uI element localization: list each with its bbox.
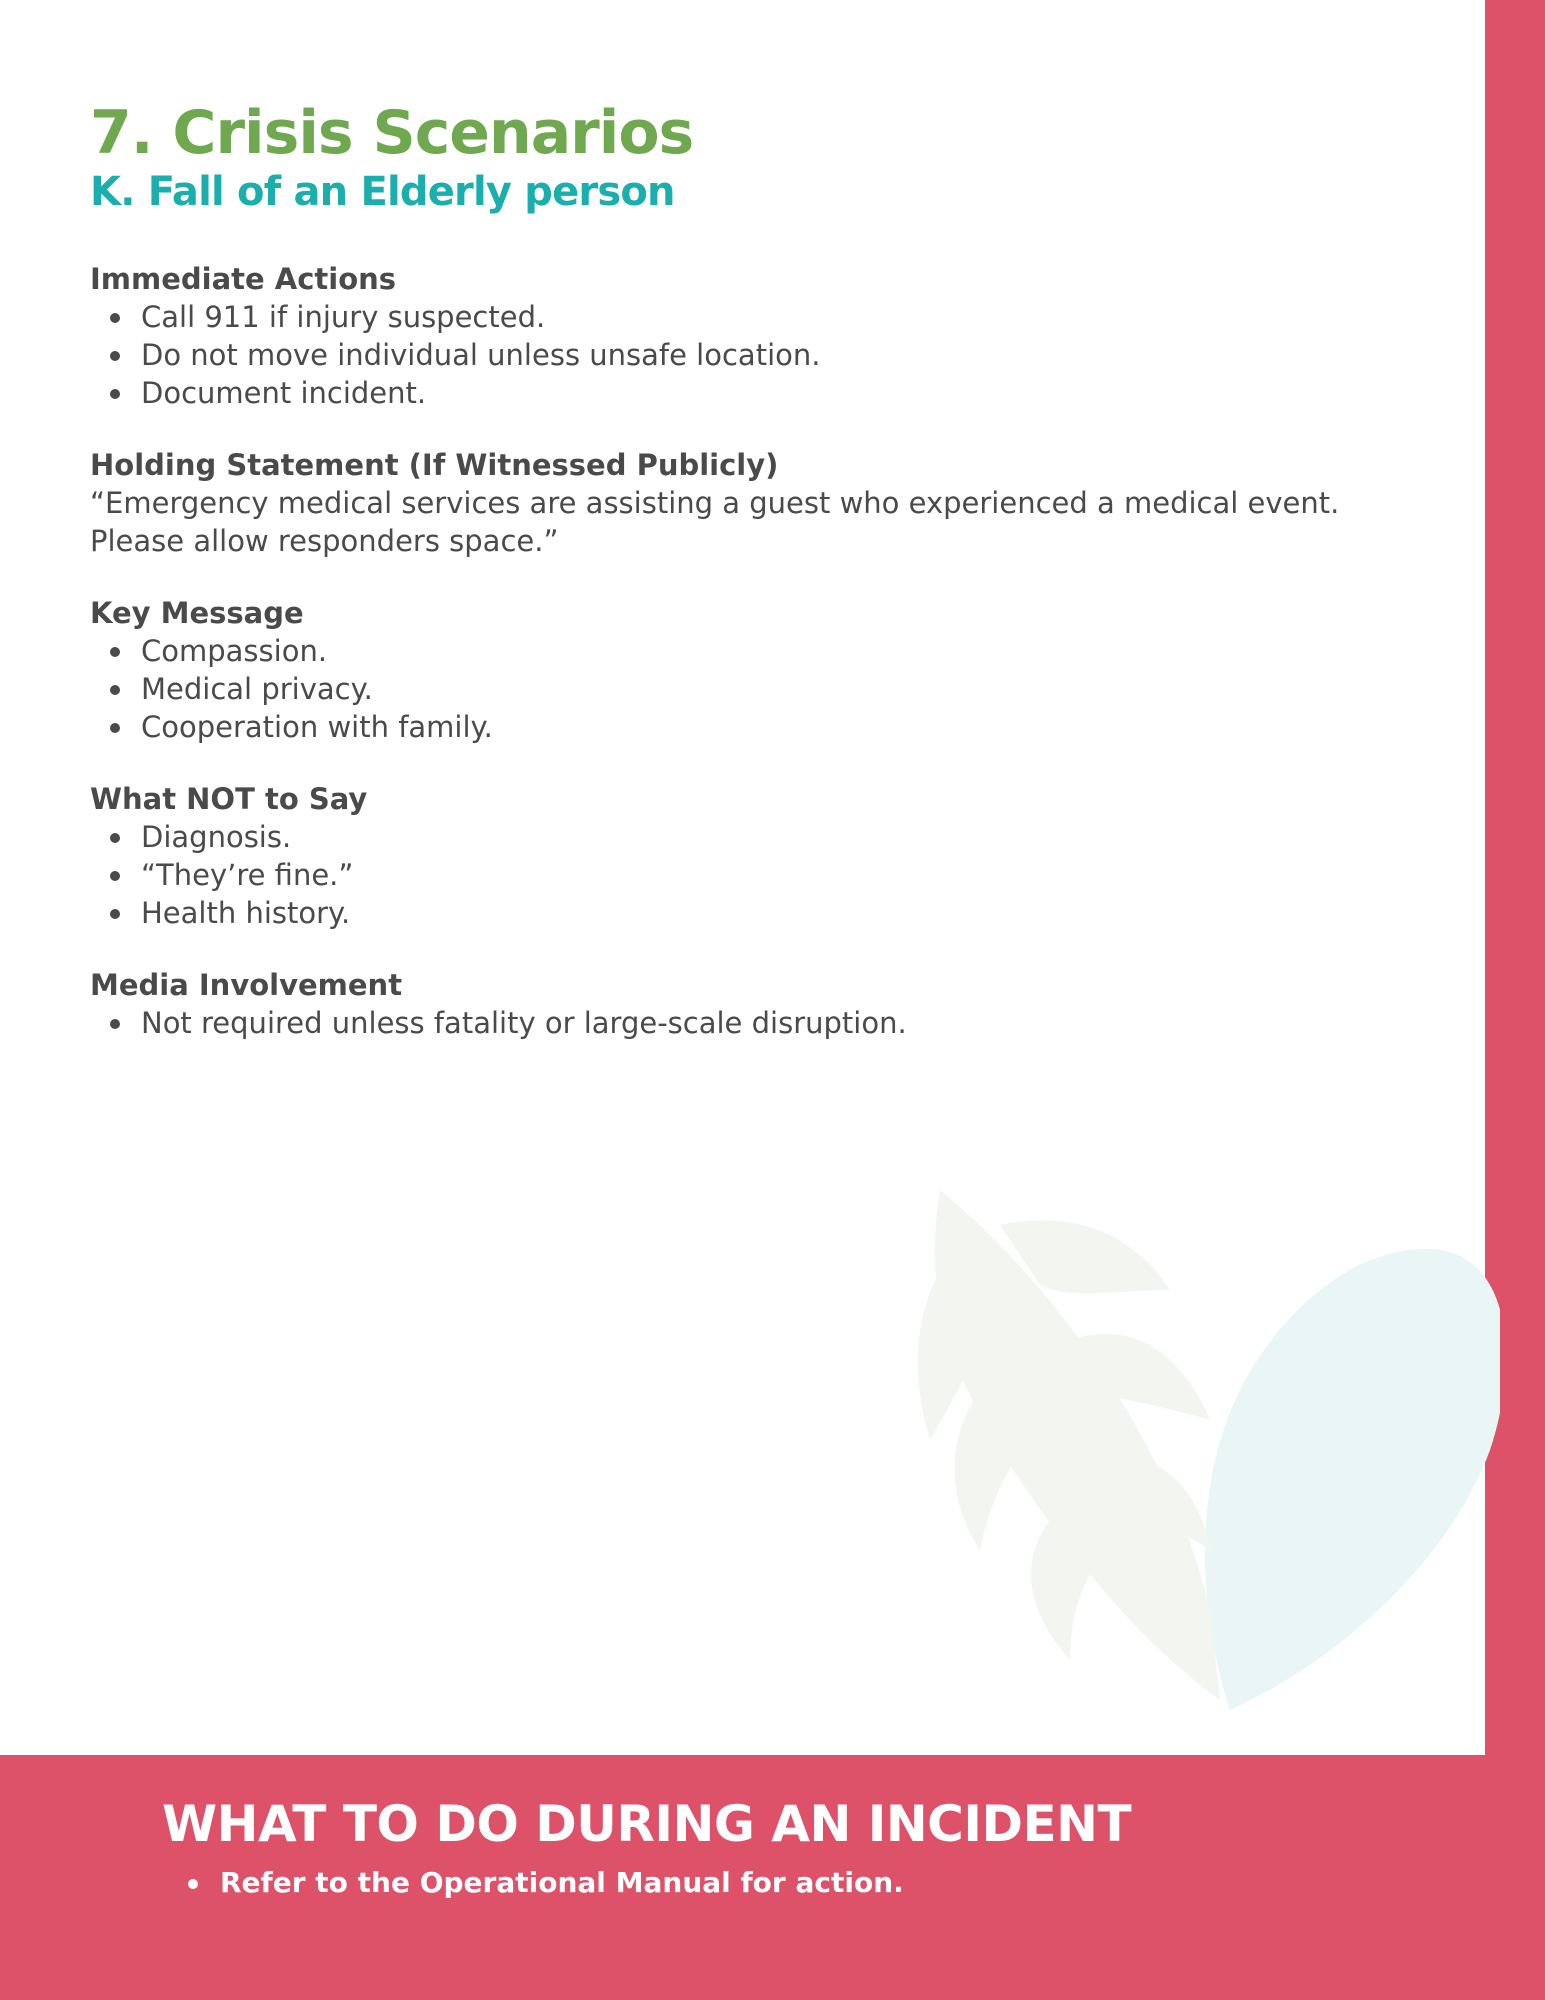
list-item: Call 911 if injury suspected. xyxy=(141,298,1450,336)
holding-statement-section xyxy=(90,446,1450,560)
leaf-heart-watermark-icon xyxy=(900,1190,1500,1710)
list-item: Document incident. xyxy=(141,374,1450,412)
holding-statement-line: Please allow responders space.” xyxy=(90,524,559,558)
section-heading: Immediate Actions xyxy=(90,262,397,296)
media-involvement-section xyxy=(90,966,1450,1042)
list-item: Health history. xyxy=(141,894,1450,932)
immediate-actions-section xyxy=(90,260,1450,412)
list-item: Diagnosis. xyxy=(141,818,1450,856)
key-message-section xyxy=(90,594,1450,746)
holding-statement-line: “Emergency medical services are assisting a guest who experienced a medical event. xyxy=(90,486,1340,520)
what-not-to-say-list xyxy=(90,818,1450,932)
list-item: Do not move individual unless unsafe location. xyxy=(141,336,1450,374)
page-subtitle: K. Fall of an Elderly person xyxy=(90,169,675,215)
media-involvement-list xyxy=(90,1004,1450,1042)
list-item: “They’re fine.” xyxy=(141,856,1450,894)
list-item: Medical privacy. xyxy=(141,670,1450,708)
section-heading: What NOT to Say xyxy=(90,782,368,816)
section-heading: Media Involvement xyxy=(90,968,403,1002)
footer-title: WHAT TO DO DURING AN INCIDENT xyxy=(162,1795,1132,1853)
list-item: Compassion. xyxy=(141,632,1450,670)
immediate-actions-list xyxy=(90,298,1450,412)
what-not-to-say-section xyxy=(90,780,1450,932)
footer-banner xyxy=(0,1755,1545,2000)
main-content xyxy=(90,100,1450,1042)
key-message-list xyxy=(90,632,1450,746)
footer-list-item: Refer to the Operational Manual for action. xyxy=(220,1863,904,1902)
section-heading: Holding Statement (If Witnessed Publicly) xyxy=(90,448,779,482)
list-item: Not required unless fatality or large-scale disruption. xyxy=(141,1004,1450,1042)
footer-list xyxy=(180,1863,904,1902)
list-item: Cooperation with family. xyxy=(141,708,1450,746)
page-title: 7. Crisis Scenarios xyxy=(90,98,694,168)
section-heading: Key Message xyxy=(90,596,304,630)
